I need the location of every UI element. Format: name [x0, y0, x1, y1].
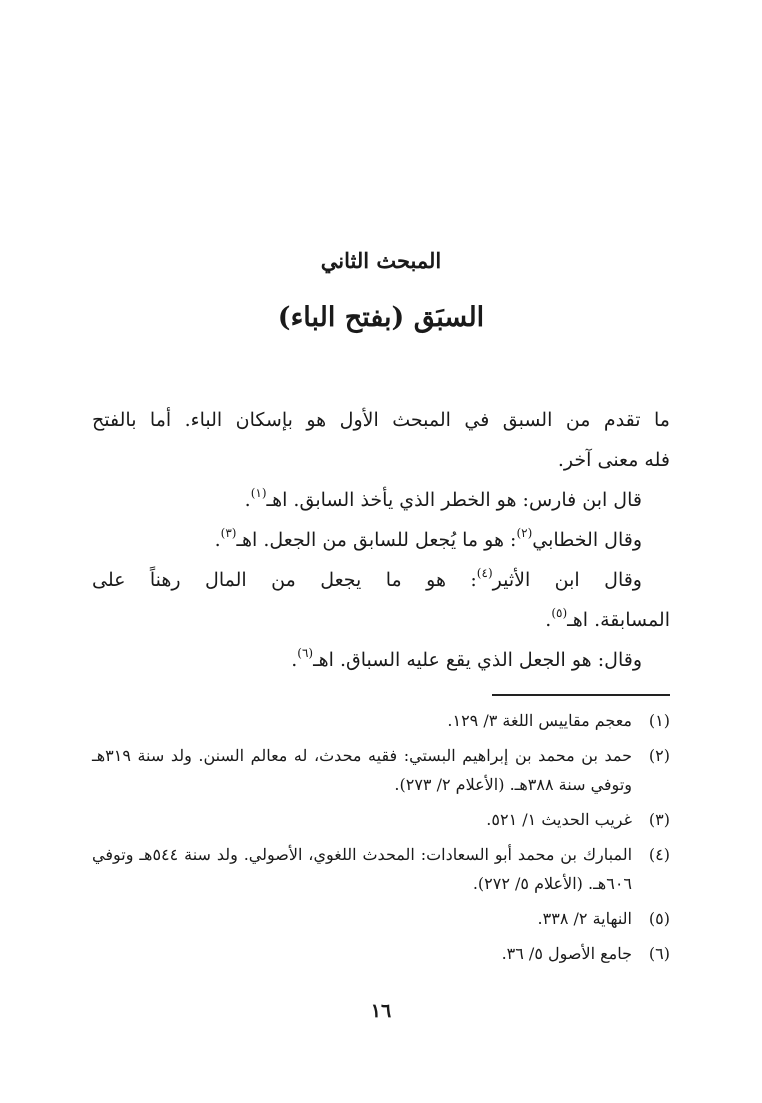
footnote-divider: [492, 694, 670, 696]
footnote-ref[interactable]: (٣): [220, 525, 237, 540]
quotes-block: [92, 480, 670, 680]
footnote-number: (٦): [648, 944, 670, 963]
page-number: ١٦: [370, 1000, 392, 1022]
footnote-text: النهاية ٢/ ٣٣٨.: [537, 909, 632, 928]
quote-text: قال ابن فارس: هو الخطر الذي يأخذ السابق. اهـ: [266, 489, 642, 511]
quote-text: المسابقة. اهـ: [567, 609, 670, 631]
footnote-text: معجم مقاييس اللغة ٣/ ١٢٩.: [447, 711, 632, 730]
quote-ibn-al-athir: [92, 560, 670, 600]
quote-text: : هو ما يجعل من المال رهناً على: [92, 569, 477, 591]
quote-tail: .: [291, 649, 298, 671]
footnote-ref[interactable]: (٤): [476, 565, 493, 580]
footnotes-list: [92, 706, 670, 974]
footnote-text: حمد بن محمد بن إبراهيم البستي: فقيه محدث، له معالم السنن. ولد سنة ٣١٩هـ وتوفي سنة ٣٨٨هـ. (الأعلام ٢/ ٢٧٣).: [92, 746, 633, 794]
footnote-text: غريب الحديث ١/ ٥٢١.: [486, 810, 632, 829]
footnote-text: جامع الأصول ٥/ ٣٦.: [501, 944, 632, 963]
footnote-item: [92, 805, 670, 834]
footnote-item: [92, 939, 670, 968]
footnote-ref[interactable]: (٢): [516, 525, 533, 540]
quote-text: وقال: هو الجعل الذي يقع عليه السباق. اهـ: [313, 649, 642, 671]
section-label: المبحث الثاني: [320, 248, 442, 273]
intro-paragraph: [92, 400, 670, 480]
quote-text: وقال ابن الأثير: [492, 569, 642, 591]
quote-text: : هو ما يُجعل للسابق من الجعل. اهـ: [236, 529, 517, 551]
footnote-ref[interactable]: (٦): [297, 645, 314, 660]
intro-line-1: ما تقدم من السبق في المبحث الأول هو بإسكان الباء. أما بالفتح: [92, 409, 670, 431]
footnote-ref[interactable]: (٥): [551, 605, 568, 620]
quote-final: [92, 640, 670, 680]
footnote-number: (٥): [648, 909, 670, 928]
quote-tail: .: [244, 489, 251, 511]
quote-ibn-faris: [92, 480, 670, 520]
section-title: السبَق (بفتح الباء): [277, 302, 485, 333]
quote-khattabi: [92, 520, 670, 560]
quote-ibn-al-athir-continued: [92, 600, 670, 640]
footnote-text: المبارك بن محمد أبو السعادات: المحدث اللغوي، الأصولي. ولد سنة ٥٤٤هـ وتوفي ٦٠٦هـ. (الأعلام ٥/ ٢٧٢).: [92, 845, 633, 893]
footnote-number: (٤): [648, 845, 670, 864]
quote-tail: .: [545, 609, 552, 631]
footnote-item: [92, 904, 670, 933]
footnote-item: [92, 741, 670, 799]
footnote-item: [92, 706, 670, 735]
footnote-item: [92, 840, 670, 898]
intro-line-2: فله معنى آخر.: [557, 449, 670, 471]
quote-tail: .: [214, 529, 221, 551]
footnote-number: (٣): [648, 810, 670, 829]
footnote-number: (١): [648, 711, 670, 730]
quote-text: وقال الخطابي: [532, 529, 642, 551]
footnote-number: (٢): [648, 746, 670, 765]
footnote-ref[interactable]: (١): [250, 485, 267, 500]
